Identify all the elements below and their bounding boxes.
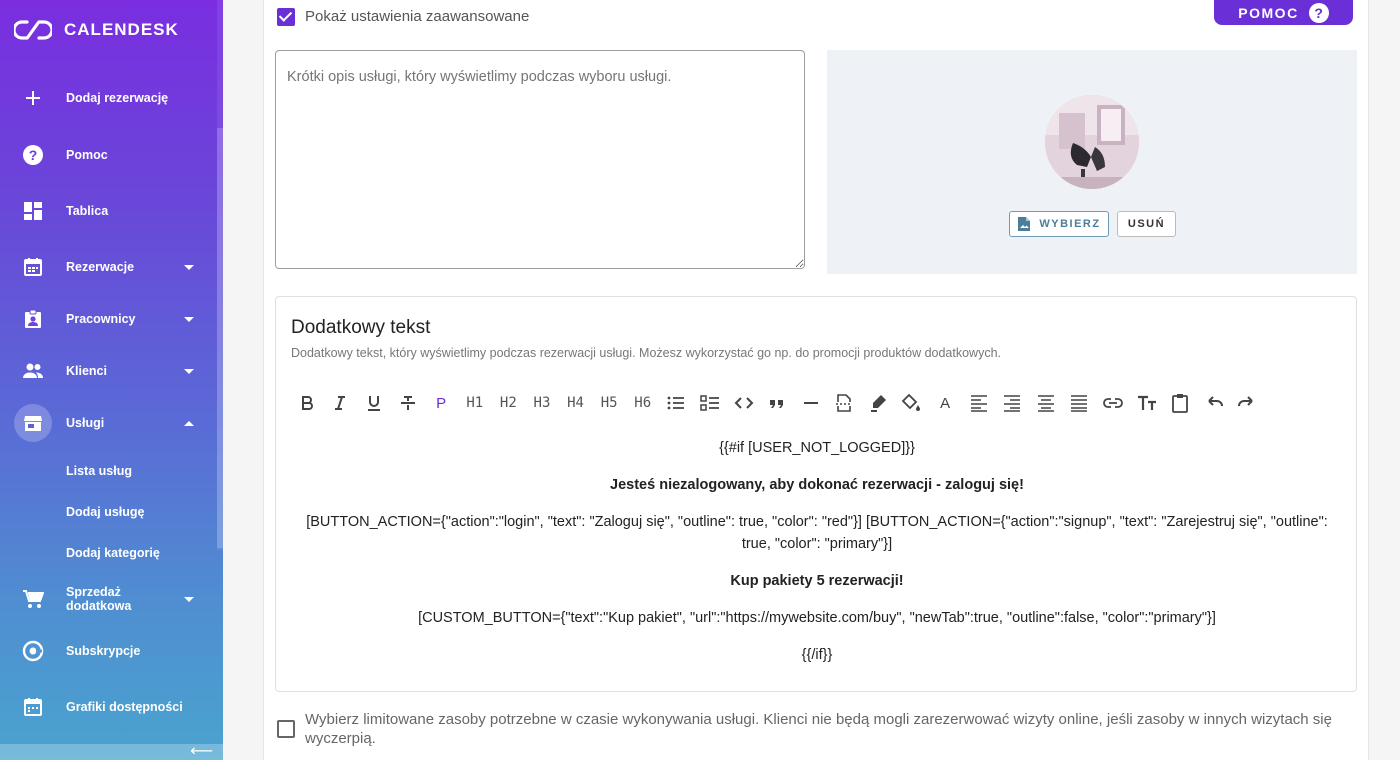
service-image-panel bbox=[827, 50, 1357, 274]
arrow-left-icon[interactable]: ⟵ bbox=[190, 743, 213, 760]
chevron-down-icon bbox=[184, 317, 194, 322]
checklist-icon[interactable] bbox=[693, 389, 727, 417]
sidebar-item-dashboard[interactable] bbox=[0, 189, 217, 233]
app-name: CALENDESK bbox=[64, 20, 179, 39]
italic-icon[interactable] bbox=[324, 389, 358, 417]
clipboard-icon[interactable] bbox=[1163, 389, 1197, 417]
limited-resources-checkbox[interactable] bbox=[277, 720, 295, 738]
text-size-icon[interactable] bbox=[1130, 389, 1164, 417]
editor-title: Dodatkowy tekst bbox=[291, 317, 431, 338]
chevron-down-icon bbox=[184, 597, 194, 602]
undo-icon[interactable] bbox=[1197, 389, 1231, 417]
sidebar-item-help[interactable] bbox=[0, 133, 217, 177]
fill-color-icon[interactable] bbox=[895, 389, 929, 417]
align-justify-icon[interactable] bbox=[1063, 389, 1097, 417]
extra-text-editor bbox=[275, 296, 1357, 692]
heading-1-button[interactable]: H1 bbox=[466, 395, 484, 411]
sidebar-item-extra-sales[interactable] bbox=[0, 577, 217, 621]
sidebar-item-reservations[interactable] bbox=[0, 245, 217, 289]
sidebar-item-label: Dodaj rezerwację bbox=[66, 91, 169, 105]
chevron-up-icon bbox=[184, 421, 194, 426]
remove-image-label: USUŃ bbox=[1127, 218, 1166, 230]
sidebar bbox=[0, 0, 223, 760]
underline-icon[interactable] bbox=[357, 389, 391, 417]
chevron-down-icon bbox=[184, 369, 194, 374]
editor-toolbar bbox=[290, 389, 1264, 417]
question-icon: ? bbox=[1309, 3, 1329, 23]
sidebar-collapse-bar[interactable] bbox=[0, 744, 223, 760]
calendesk-logo-icon bbox=[14, 18, 52, 42]
sidebar-item-label: Usługi bbox=[66, 416, 105, 430]
content-line: [CUSTOM_BUTTON={"text":"Kup pakiet", "url":"https://mywebsite.com/buy", "newTab":true, "outline":false, "color":"primary"}] bbox=[418, 610, 1216, 626]
store-icon bbox=[20, 410, 46, 436]
dashboard-icon bbox=[20, 198, 46, 224]
logo[interactable] bbox=[14, 18, 179, 42]
sidebar-item-label: Subskrypcje bbox=[66, 644, 141, 658]
content-line: Kup pakiety 5 rezerwacji! bbox=[730, 573, 904, 589]
heading-5-button[interactable]: H5 bbox=[600, 395, 618, 411]
sidebar-item-subscriptions[interactable] bbox=[0, 629, 217, 673]
sidebar-item-label: Grafiki dostępności bbox=[66, 700, 183, 714]
heading-2-button[interactable]: H2 bbox=[499, 395, 517, 411]
choose-image-label: WYBIERZ bbox=[1039, 218, 1101, 230]
bold-icon[interactable] bbox=[290, 389, 324, 417]
sidebar-item-label: Pomoc bbox=[66, 148, 108, 162]
schedule-icon bbox=[20, 694, 46, 720]
strikethrough-icon[interactable] bbox=[391, 389, 425, 417]
sidebar-item-clients[interactable] bbox=[0, 349, 217, 393]
align-center-icon[interactable] bbox=[1029, 389, 1063, 417]
heading-3-button[interactable]: H3 bbox=[533, 395, 551, 411]
editor-content[interactable] bbox=[290, 437, 1344, 681]
content-line: Jesteś niezalogowany, aby dokonać rezerwacji - zaloguj się! bbox=[610, 477, 1024, 493]
sidebar-item-employees[interactable] bbox=[0, 297, 217, 341]
people-icon bbox=[20, 358, 46, 384]
sidebar-scrollbar-thumb[interactable] bbox=[217, 128, 223, 548]
calendar-icon bbox=[20, 254, 46, 280]
badge-icon bbox=[20, 306, 46, 332]
sidebar-item-services[interactable] bbox=[0, 401, 217, 445]
sidebar-scrollbar[interactable] bbox=[217, 0, 223, 550]
service-image bbox=[1045, 95, 1139, 189]
advanced-settings-checkbox[interactable] bbox=[277, 8, 295, 26]
link-icon[interactable] bbox=[1096, 389, 1130, 417]
redo-icon[interactable] bbox=[1231, 389, 1265, 417]
sidebar-item-availability[interactable] bbox=[0, 685, 217, 729]
cart-icon bbox=[20, 586, 46, 612]
plus-icon bbox=[20, 85, 46, 111]
sidebar-item-label: Rezerwacje bbox=[66, 260, 135, 274]
align-right-icon[interactable] bbox=[995, 389, 1029, 417]
sidebar-item-label: Pracownicy bbox=[66, 312, 136, 326]
sidebar-item-label: Tablica bbox=[66, 204, 109, 218]
quote-icon[interactable] bbox=[760, 389, 794, 417]
sidebar-item-label: Klienci bbox=[66, 364, 107, 378]
sidebar-item-label: Sprzedaż dodatkowa bbox=[66, 585, 132, 613]
short-description-field[interactable] bbox=[275, 50, 805, 269]
horizontal-rule-icon[interactable] bbox=[794, 389, 828, 417]
sidebar-subitem-add-category[interactable]: Dodaj kategorię bbox=[66, 546, 160, 560]
content-line: [BUTTON_ACTION={"action":"login", "text": "Zaloguj się", "outline": true, "color": "red"}] [BUTTON_ACTION={"action":"signup", "text": "Zarejestruj się", "outline": true, "color": "primary"}] bbox=[306, 514, 1328, 552]
help-button[interactable] bbox=[1214, 0, 1353, 25]
help-circle-icon bbox=[20, 142, 46, 168]
sidebar-item-add-reservation[interactable] bbox=[0, 76, 217, 120]
content-line: {{/if}} bbox=[801, 647, 833, 663]
page-break-icon[interactable] bbox=[828, 389, 862, 417]
subscription-icon bbox=[20, 638, 46, 664]
text-color-button[interactable]: A bbox=[940, 394, 951, 412]
remove-image-button[interactable] bbox=[1117, 211, 1176, 237]
highlighter-icon[interactable] bbox=[861, 389, 895, 417]
align-left-icon[interactable] bbox=[962, 389, 996, 417]
sidebar-subitem-add-service[interactable]: Dodaj usługę bbox=[66, 505, 145, 519]
editor-subtitle: Dodatkowy tekst, który wyświetlimy podczas rezerwacji usługi. Możesz wykorzystać go np. do promocji produktów dodatkowych. bbox=[291, 346, 1001, 360]
bullet-list-icon[interactable] bbox=[660, 389, 694, 417]
content-line: {{#if [USER_NOT_LOGGED]}} bbox=[719, 440, 915, 456]
advanced-settings-label[interactable]: Pokaż ustawienia zaawansowane bbox=[305, 8, 530, 25]
choose-image-button[interactable] bbox=[1009, 211, 1109, 237]
svg-text:?: ? bbox=[28, 147, 38, 163]
sidebar-subitem-service-list[interactable]: Lista usług bbox=[66, 464, 132, 478]
limited-resources-label[interactable]: Wybierz limitowane zasoby potrzebne w czasie wykonywania usługi. Klienci nie będą mogli zarezerwować wizyty online, jeśli zasoby w innych wizytach się wyczerpią. bbox=[305, 711, 1332, 747]
code-icon[interactable] bbox=[727, 389, 761, 417]
help-button-label: POMOC bbox=[1238, 4, 1299, 21]
heading-6-button[interactable]: H6 bbox=[634, 395, 652, 411]
file-image-icon bbox=[1017, 216, 1031, 232]
heading-4-button[interactable]: H4 bbox=[567, 395, 584, 411]
paragraph-button[interactable]: P bbox=[436, 394, 447, 412]
chevron-down-icon bbox=[184, 265, 194, 270]
